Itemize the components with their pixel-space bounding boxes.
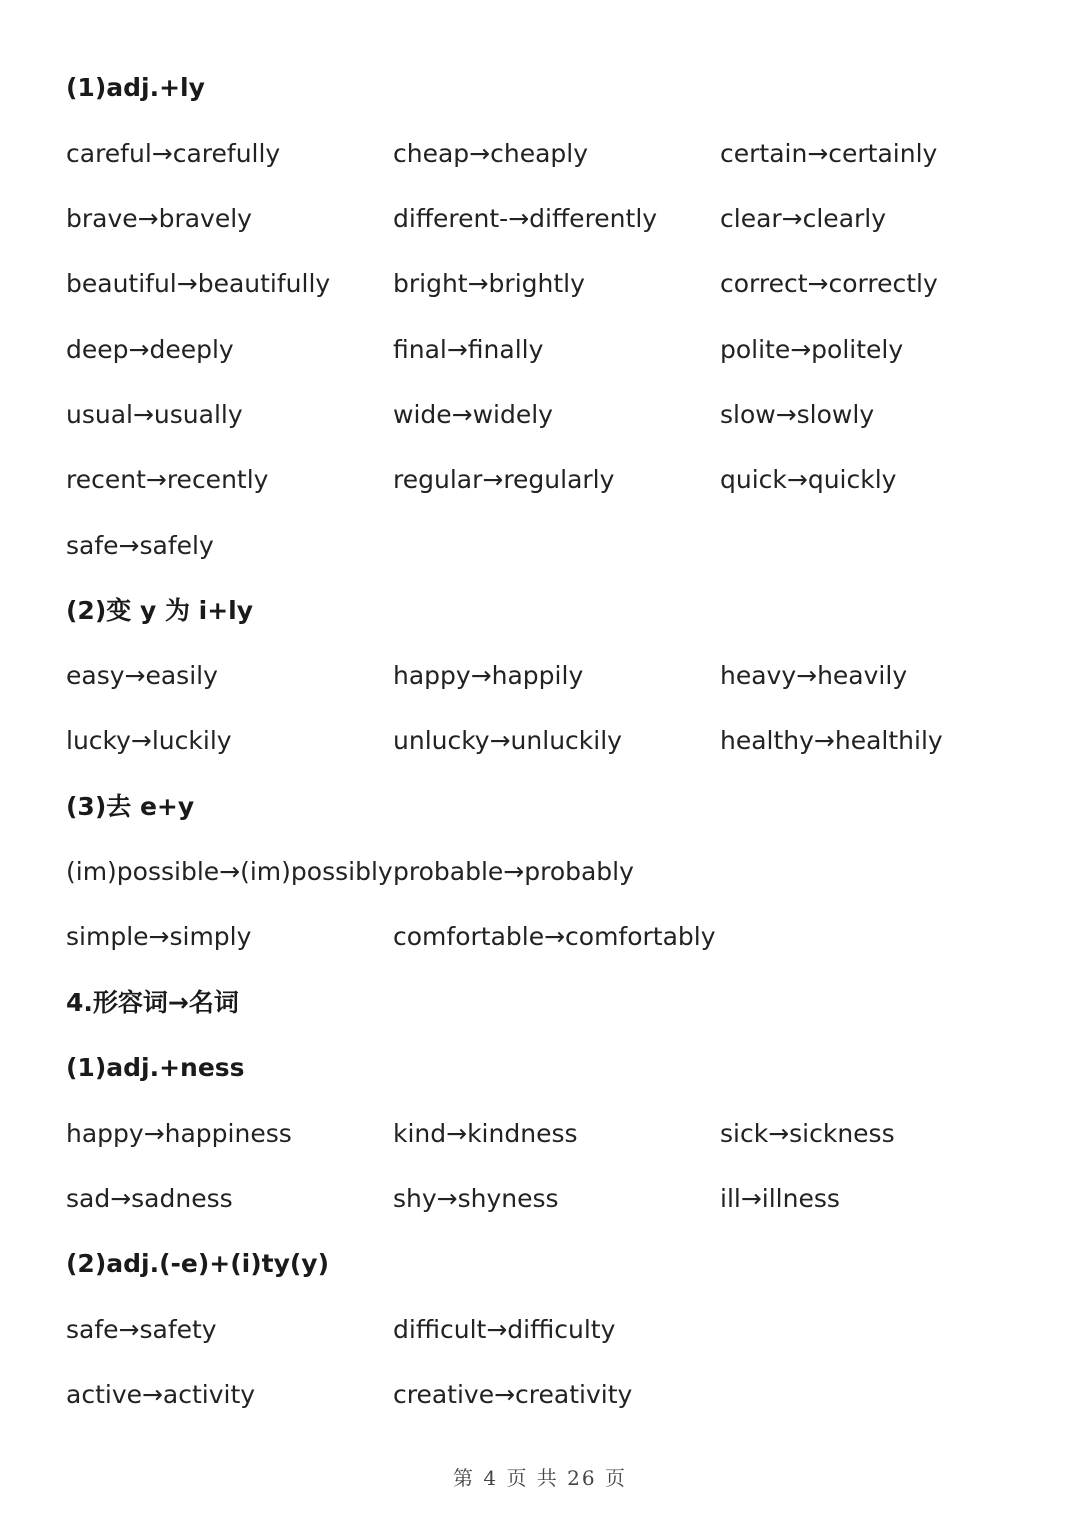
word-pair: deep→deeply (66, 335, 234, 364)
word-row (66, 852, 1026, 892)
word-pair: correct→correctly (720, 269, 938, 298)
word-pair: wide→widely (393, 400, 553, 429)
word-pair: creative→creativity (393, 1380, 633, 1409)
word-pair: shy→shyness (393, 1184, 559, 1213)
word-row (66, 395, 1026, 435)
word-row (66, 264, 1026, 304)
word-pair: happy→happily (393, 661, 584, 690)
page-number-footer: 第 4 页 共 26 页 (453, 1466, 627, 1490)
word-row (66, 199, 1026, 239)
word-row (66, 1310, 1026, 1350)
word-row (66, 526, 1026, 566)
word-row (66, 1179, 1026, 1219)
word-pair: probable→probably (393, 857, 634, 886)
word-pair: lucky→luckily (66, 726, 232, 755)
word-pair: active→activity (66, 1380, 256, 1409)
section-heading-adj-ly: (1)adj.+ly (66, 73, 205, 102)
section-heading-drop-e-y: (3)去 e+y (66, 792, 195, 821)
word-pair: healthy→healthily (720, 726, 943, 755)
word-pair: certain→certainly (720, 139, 938, 168)
word-pair: bright→brightly (393, 269, 585, 298)
word-pair: safe→safely (66, 531, 214, 560)
word-pair: recent→recently (66, 465, 269, 494)
word-pair: careful→carefully (66, 139, 281, 168)
word-pair: cheap→cheaply (393, 139, 589, 168)
word-pair: beautiful→beautifully (66, 269, 331, 298)
word-row (66, 917, 1026, 957)
word-pair: sad→sadness (66, 1184, 233, 1213)
word-pair: final→finally (393, 335, 544, 364)
word-pair: unlucky→unluckily (393, 726, 622, 755)
word-pair: slow→slowly (720, 400, 875, 429)
word-pair: different-→differently (393, 204, 658, 233)
section-heading-adj-ity: (2)adj.(-e)+(i)ty(y) (66, 1249, 330, 1278)
word-pair: difficult→difficulty (393, 1315, 616, 1344)
word-row (66, 656, 1026, 696)
word-pair: polite→politely (720, 335, 904, 364)
word-row (66, 134, 1026, 174)
word-pair: simple→simply (66, 922, 252, 951)
word-row (66, 460, 1026, 500)
section-heading-adj-ness: (1)adj.+ness (66, 1053, 245, 1082)
word-pair: (im)possible→(im)possibly (66, 857, 393, 886)
word-pair: quick→quickly (720, 465, 897, 494)
word-pair: easy→easily (66, 661, 218, 690)
word-row (66, 1375, 1026, 1415)
word-pair: sick→sickness (720, 1119, 895, 1148)
section-heading-y-to-i-ly: (2)变 y 为 i+ly (66, 596, 254, 625)
word-pair: comfortable→comfortably (393, 922, 716, 951)
word-pair: ill→illness (720, 1184, 840, 1213)
word-pair: brave→bravely (66, 204, 252, 233)
word-pair: happy→happiness (66, 1119, 292, 1148)
word-pair: safe→safety (66, 1315, 217, 1344)
section-heading-adj-to-noun: 4.形容词→名词 (66, 988, 239, 1017)
word-pair: heavy→heavily (720, 661, 908, 690)
word-pair: usual→usually (66, 400, 243, 429)
word-row (66, 330, 1026, 370)
word-row (66, 721, 1026, 761)
word-row (66, 1114, 1026, 1154)
word-pair: clear→clearly (720, 204, 887, 233)
word-pair: kind→kindness (393, 1119, 578, 1148)
word-pair: regular→regularly (393, 465, 615, 494)
